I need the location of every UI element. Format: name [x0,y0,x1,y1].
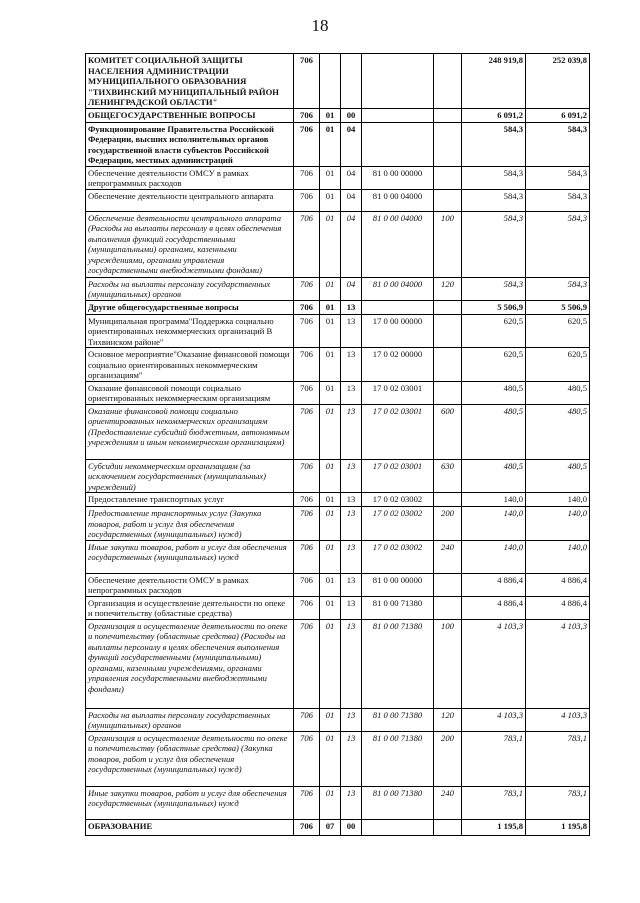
table-row [86,786,590,819]
row-section-code: 01 [320,731,341,786]
row-name: Субсидии некоммерческим организациям (за исключением государственных (муниципальных) учреждений) [86,459,294,493]
row-section-code: 01 [320,314,341,348]
row-amount-1: 620,5 [462,348,526,382]
row-amount-1: 584,3 [462,189,526,211]
table-row [86,54,590,109]
row-amount-1: 584,3 [462,122,526,166]
row-ministry-code: 706 [294,731,320,786]
row-name: Оказание финансовой помощи социально ориентированных некоммерческим организациям [86,381,294,404]
row-expense-type-code [434,493,462,507]
row-amount-2: 584,3 [526,277,590,300]
table-row [86,708,590,731]
table-row [86,507,590,541]
row-ministry-code: 706 [294,348,320,382]
row-amount-2: 5 506,9 [526,300,590,314]
row-ministry-code: 706 [294,381,320,404]
row-subsection-code: 13 [341,540,362,573]
row-target-item-code [362,54,434,109]
row-expense-type-code [434,166,462,189]
row-amount-2: 480,5 [526,459,590,493]
row-amount-1: 140,0 [462,540,526,573]
row-amount-1: 4 103,3 [462,708,526,731]
row-amount-2: 4 886,4 [526,573,590,596]
row-ministry-code: 706 [294,619,320,708]
row-expense-type-code [434,108,462,122]
row-amount-2: 783,1 [526,731,590,786]
row-target-item-code: 81 0 00 71380 [362,731,434,786]
table-row [86,459,590,493]
row-name: Иные закупки товаров, работ и услуг для обеспечения государственных (муниципальных) нужд [86,786,294,819]
row-target-item-code: 81 0 00 71380 [362,619,434,708]
row-name: Обеспечение деятельности центрального аппарата [86,189,294,211]
row-ministry-code: 706 [294,459,320,493]
row-name: ОБЩЕГОСУДАРСТВЕННЫЕ ВОПРОСЫ [86,108,294,122]
row-ministry-code: 706 [294,404,320,459]
row-ministry-code: 706 [294,540,320,573]
row-amount-2: 6 091,2 [526,108,590,122]
row-section-code: 01 [320,108,341,122]
row-ministry-code: 706 [294,819,320,835]
row-target-item-code [362,300,434,314]
row-section-code: 01 [320,540,341,573]
table-row [86,619,590,708]
table-row [86,731,590,786]
row-ministry-code: 706 [294,211,320,277]
row-name: Функционирование Правительства Российской Федерации, высших исполнительных органов государственной власти субъектов Российской Федерации, местных администраций [86,122,294,166]
row-subsection-code: 04 [341,122,362,166]
row-target-item-code: 17 0 02 03002 [362,540,434,573]
row-subsection-code: 13 [341,786,362,819]
row-section-code: 01 [320,381,341,404]
row-expense-type-code: 120 [434,708,462,731]
table-row [86,348,590,382]
row-name: Организация и осуществление деятельности по опеке и попечительству (областные средства) (Расходы на выплаты персоналу в целях обеспечения выполнения функций государственными (муниципальными) органами, казенными учреждениями, органами управления государственными внебюджетными фондами) [86,619,294,708]
table-row [86,540,590,573]
row-amount-2: 140,0 [526,540,590,573]
row-amount-2: 4 886,4 [526,596,590,619]
row-expense-type-code [434,54,462,109]
row-name: Организация и осуществление деятельности по опеке и попечительству (областные средства) (Закупка товаров, работ и услуг для обеспечения государственных (муниципальных) нужд) [86,731,294,786]
row-expense-type-code [434,596,462,619]
row-name: Предоставление транспортных услуг (Закупка товаров, работ и услуг для обеспечения государственных (муниципальных) нужд) [86,507,294,541]
row-target-item-code: 17 0 02 03002 [362,493,434,507]
row-amount-2: 4 103,3 [526,619,590,708]
table-row [86,819,590,835]
row-subsection-code: 13 [341,300,362,314]
row-target-item-code: 17 0 02 03001 [362,404,434,459]
row-name: Обеспечение деятельности ОМСУ в рамках непрограммных расходов [86,573,294,596]
row-ministry-code: 706 [294,122,320,166]
row-section-code [320,54,341,109]
table-row [86,166,590,189]
row-amount-1: 480,5 [462,404,526,459]
row-expense-type-code: 200 [434,731,462,786]
row-name: КОМИТЕТ СОЦИАЛЬНОЙ ЗАЩИТЫ НАСЕЛЕНИЯ АДМИНИСТРАЦИИ МУНИЦИПАЛЬНОГО ОБРАЗОВАНИЯ "ТИХВИНСКИЙ МУНИЦИПАЛЬНЫЙ РАЙОН ЛЕНИНГРАДСКОЙ ОБЛАСТИ" [86,54,294,109]
row-amount-1: 480,5 [462,381,526,404]
row-target-item-code [362,819,434,835]
row-target-item-code: 81 0 00 04000 [362,189,434,211]
row-name: Предоставление транспортных услуг [86,493,294,507]
row-name: Обеспечение деятельности центрального аппарата (Расходы на выплаты персоналу в целях обеспечения выполнения функций государственными (муниципальными) органами, казенными учреждениями, органами управления государственными внебюджетными фондами) [86,211,294,277]
row-target-item-code: 81 0 00 71380 [362,708,434,731]
table-row [86,108,590,122]
row-ministry-code: 706 [294,54,320,109]
row-expense-type-code: 600 [434,404,462,459]
row-name: Обеспечение деятельности ОМСУ в рамках непрограммных расходов [86,166,294,189]
row-section-code: 01 [320,708,341,731]
row-amount-1: 4 886,4 [462,573,526,596]
row-expense-type-code: 120 [434,277,462,300]
row-amount-2: 620,5 [526,314,590,348]
row-subsection-code: 04 [341,211,362,277]
row-subsection-code: 13 [341,708,362,731]
row-name: Организация и осуществление деятельности по опеке и попечительству (областные средства) [86,596,294,619]
row-amount-2: 620,5 [526,348,590,382]
row-ministry-code: 706 [294,300,320,314]
row-expense-type-code [434,819,462,835]
row-subsection-code: 13 [341,619,362,708]
row-amount-1: 5 506,9 [462,300,526,314]
table-row [86,404,590,459]
row-amount-2: 140,0 [526,493,590,507]
row-amount-1: 584,3 [462,166,526,189]
row-subsection-code: 13 [341,573,362,596]
row-amount-2: 1 195,8 [526,819,590,835]
row-subsection-code: 00 [341,108,362,122]
row-target-item-code: 17 0 00 00000 [362,314,434,348]
row-section-code: 01 [320,507,341,541]
row-amount-1: 584,3 [462,277,526,300]
row-expense-type-code [434,300,462,314]
row-ministry-code: 706 [294,108,320,122]
row-amount-1: 783,1 [462,731,526,786]
table-row [86,189,590,211]
budget-table [85,53,590,836]
row-amount-1: 140,0 [462,507,526,541]
row-expense-type-code [434,348,462,382]
row-amount-2: 252 039,8 [526,54,590,109]
row-subsection-code: 04 [341,189,362,211]
row-target-item-code: 81 0 00 00000 [362,166,434,189]
row-ministry-code: 706 [294,596,320,619]
row-section-code: 01 [320,189,341,211]
row-ministry-code: 706 [294,189,320,211]
row-section-code: 01 [320,786,341,819]
row-ministry-code: 706 [294,493,320,507]
row-section-code: 01 [320,404,341,459]
row-section-code: 07 [320,819,341,835]
row-subsection-code: 04 [341,166,362,189]
row-ministry-code: 706 [294,314,320,348]
row-subsection-code: 00 [341,819,362,835]
row-amount-2: 4 103,3 [526,708,590,731]
row-section-code: 01 [320,573,341,596]
row-subsection-code: 13 [341,459,362,493]
row-amount-1: 6 091,2 [462,108,526,122]
row-amount-2: 584,3 [526,166,590,189]
row-name: Основное мероприятие"Оказание финансовой помощи социально ориентированных некоммерческим организациям" [86,348,294,382]
row-name: Иные закупки товаров, работ и услуг для обеспечения государственных (муниципальных) нужд [86,540,294,573]
row-ministry-code: 706 [294,277,320,300]
row-section-code: 01 [320,459,341,493]
row-amount-1: 4 103,3 [462,619,526,708]
table-row [86,277,590,300]
row-amount-2: 584,3 [526,122,590,166]
table-row [86,573,590,596]
row-name: Муниципальная программа"Поддержка социально ориентированных некоммерческих организаций В Тихвинском районе" [86,314,294,348]
row-amount-1: 140,0 [462,493,526,507]
row-ministry-code: 706 [294,507,320,541]
row-section-code: 01 [320,619,341,708]
row-amount-1: 620,5 [462,314,526,348]
row-name: Расходы на выплаты персоналу государственных (муниципальных) органов [86,708,294,731]
row-subsection-code [341,54,362,109]
row-amount-1: 584,3 [462,211,526,277]
row-section-code: 01 [320,348,341,382]
row-section-code: 01 [320,166,341,189]
table-row [86,300,590,314]
table-row [86,596,590,619]
row-subsection-code: 13 [341,348,362,382]
row-name: Оказание финансовой помощи социально ориентированных некоммерческих организациям (Предоставление субсидий бюджетным, автономным учреждениям и иным некоммерческим организациям) [86,404,294,459]
table-row [86,211,590,277]
row-target-item-code: 17 0 02 03002 [362,507,434,541]
row-section-code: 01 [320,493,341,507]
row-subsection-code: 04 [341,277,362,300]
row-amount-2: 140,0 [526,507,590,541]
page-number: 18 [311,16,329,35]
row-section-code: 01 [320,596,341,619]
row-expense-type-code [434,122,462,166]
row-ministry-code: 706 [294,786,320,819]
row-expense-type-code [434,573,462,596]
row-subsection-code: 13 [341,596,362,619]
row-ministry-code: 706 [294,166,320,189]
row-expense-type-code: 200 [434,507,462,541]
row-target-item-code: 81 0 00 04000 [362,211,434,277]
row-amount-2: 584,3 [526,211,590,277]
row-amount-1: 480,5 [462,459,526,493]
row-amount-2: 783,1 [526,786,590,819]
row-subsection-code: 13 [341,493,362,507]
row-name: Расходы на выплаты персоналу государственных (муниципальных) органов [86,277,294,300]
row-ministry-code: 706 [294,573,320,596]
table-row [86,493,590,507]
row-amount-2: 584,3 [526,189,590,211]
row-subsection-code: 13 [341,381,362,404]
row-amount-2: 480,5 [526,404,590,459]
row-target-item-code: 81 0 00 04000 [362,277,434,300]
table-row [86,381,590,404]
row-subsection-code: 13 [341,314,362,348]
row-expense-type-code [434,314,462,348]
row-target-item-code [362,108,434,122]
table-row [86,314,590,348]
row-amount-1: 783,1 [462,786,526,819]
row-expense-type-code: 240 [434,786,462,819]
row-amount-1: 1 195,8 [462,819,526,835]
row-target-item-code: 81 0 00 71380 [362,786,434,819]
row-name: ОБРАЗОВАНИЕ [86,819,294,835]
row-name: Другие общегосударственные вопросы [86,300,294,314]
row-amount-2: 480,5 [526,381,590,404]
row-amount-1: 4 886,4 [462,596,526,619]
row-expense-type-code [434,381,462,404]
row-ministry-code: 706 [294,708,320,731]
row-section-code: 01 [320,300,341,314]
row-section-code: 01 [320,277,341,300]
row-amount-1: 248 919,8 [462,54,526,109]
row-target-item-code [362,122,434,166]
row-section-code: 01 [320,122,341,166]
row-target-item-code: 17 0 02 03001 [362,381,434,404]
row-target-item-code: 81 0 00 00000 [362,573,434,596]
row-subsection-code: 13 [341,507,362,541]
row-target-item-code: 81 0 00 71380 [362,596,434,619]
row-target-item-code: 17 0 02 00000 [362,348,434,382]
row-expense-type-code: 100 [434,619,462,708]
table-row [86,122,590,166]
row-subsection-code: 13 [341,731,362,786]
row-section-code: 01 [320,211,341,277]
row-expense-type-code: 240 [434,540,462,573]
row-target-item-code: 17 0 02 03001 [362,459,434,493]
row-expense-type-code: 100 [434,211,462,277]
row-expense-type-code: 630 [434,459,462,493]
row-subsection-code: 13 [341,404,362,459]
row-expense-type-code [434,189,462,211]
